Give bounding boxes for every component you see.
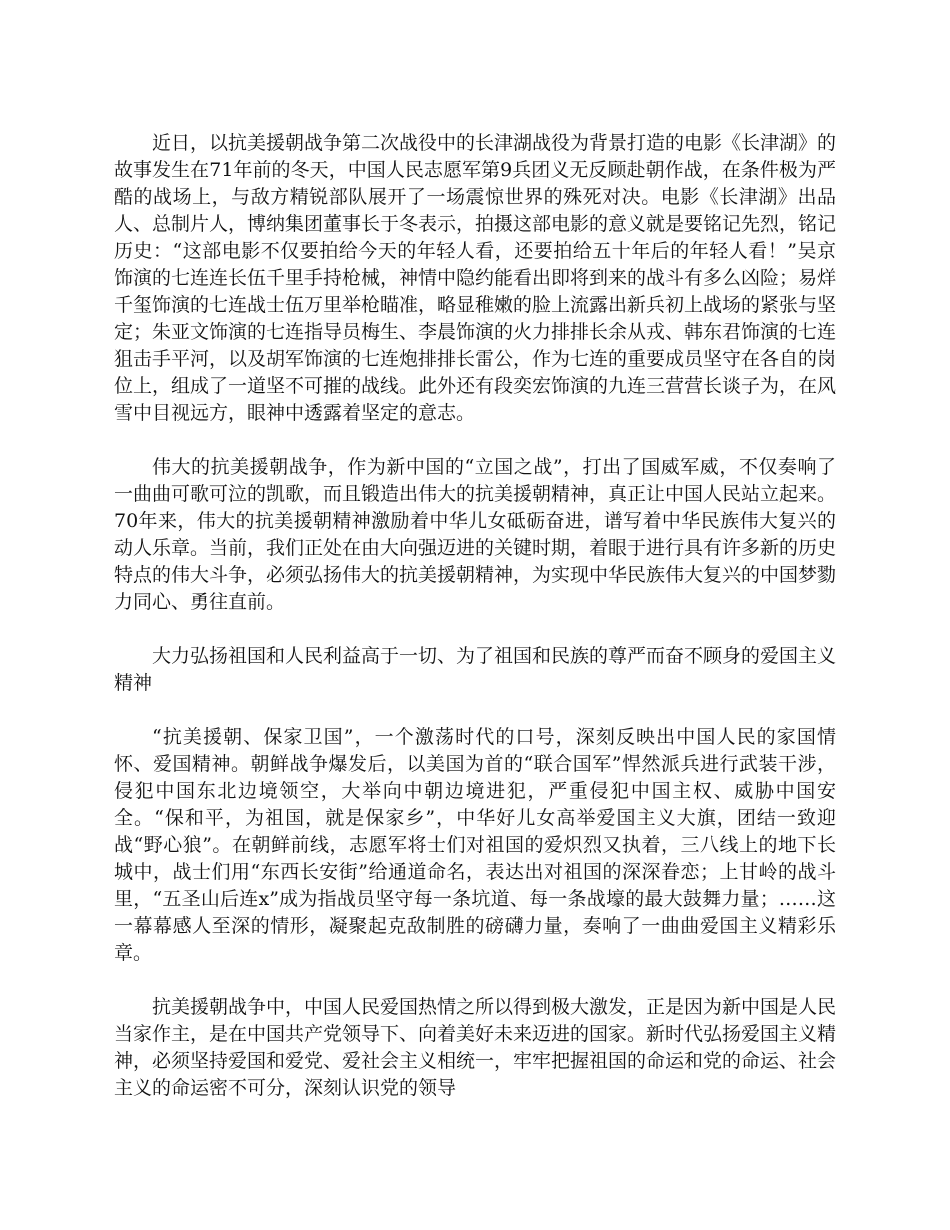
paragraph-1: 近日，以抗美援朝战争第二次战役中的长津湖战役为背景打造的电影《长津湖》的故事发生在71年前的冬天，中国人民志愿军第9兵团义无反顾赴朝作战，在条件极为严酷的战场上，与敌方精锐部队展开了一场震惊世界的殊死对决。电影《长津湖》出品人、总制片人，博纳集团董事长于冬表示，拍摄这部电影的意义就是要铭记先烈，铭记历史：“这部电影不仅要拍给今天的年轻人看，还要拍给五十年后的年轻人看！”吴京饰演的七连连长伍千里手持枪械，神情中隐约能看出即将到来的战斗有多么凶险；易烊千玺饰演的七连战士伍万里举枪瞄准，略显稚嫩的脸上流露出新兵初上战场的紧张与坚定；朱亚文饰演的七连指导员梅生、李晨饰演的火力排排长余从戎、韩东君饰演的七连狙击手平河，以及胡军饰演的七连炮排排长雷公，作为七连的重要成员坚守在各自的岗位上，组成了一道坚不可摧的战线。此外还有段奕宏饰演的九连三营营长谈子为，在风雪中目视远方，眼神中透露着坚定的意志。 <box>114 132 837 424</box>
paragraph-4: 抗美援朝战争中，中国人民爱国热情之所以得到极大激发，正是因为新中国是人民当家作主，是在中国共产党领导下、向着美好未来迈进的国家。新时代弘扬爱国主义精神，必须坚持爱国和爱党、爱社会主义相统一，牢牢把握祖国的命运和党的命运、社会主义的命运密不可分，深刻认识党的领导 <box>114 996 837 1099</box>
paragraph-3: “抗美援朝、保家卫国”，一个激荡时代的口号，深刻反映出中国人民的家国情怀、爱国精神。朝鲜战争爆发后，以美国为首的“联合国军”悍然派兵进行武装干涉，侵犯中国东北边境领空，大举向中朝边境进犯，严重侵犯中国主权、威胁中国安全。“保和平，为祖国，就是保家乡”，中华好儿女高举爱国主义大旗，团结一致迎战“野心狼”。在朝鲜前线，志愿军将士们对祖国的爱炽烈又执着，三八线上的地下长城中，战士们用“东西长安街”给通道命名，表达出对祖国的深深眷恋；上甘岭的战斗里，“五圣山后连x”成为指战员坚守每一条坑道、每一条战壕的最大鼓舞力量；……这一幕幕感人至深的情形，凝聚起克敌制胜的磅礴力量，奏响了一曲曲爱国主义精彩乐章。 <box>114 726 836 964</box>
section-heading-paragraph: 大力弘扬祖国和人民利益高于一切、为了祖国和民族的尊严而奋不顾身的爱国主义精神 <box>114 645 837 694</box>
article-body <box>114 130 836 1102</box>
paragraph-2: 伟大的抗美援朝战争，作为新中国的“立国之战”，打出了国威军威，不仅奏响了一曲曲可歌可泣的凯歌，而且锻造出伟大的抗美援朝精神，真正让中国人民站立起来。70年来，伟大的抗美援朝精神激励着中华儿女砥砺奋进，谱写着中华民族伟大复兴的动人乐章。当前，我们正处在由大向强迈进的关键时期，着眼于进行具有许多新的历史特点的伟大斗争，必须弘扬伟大的抗美援朝精神，为实现中华民族伟大复兴的中国梦勠力同心、勇往直前。 <box>114 456 837 613</box>
